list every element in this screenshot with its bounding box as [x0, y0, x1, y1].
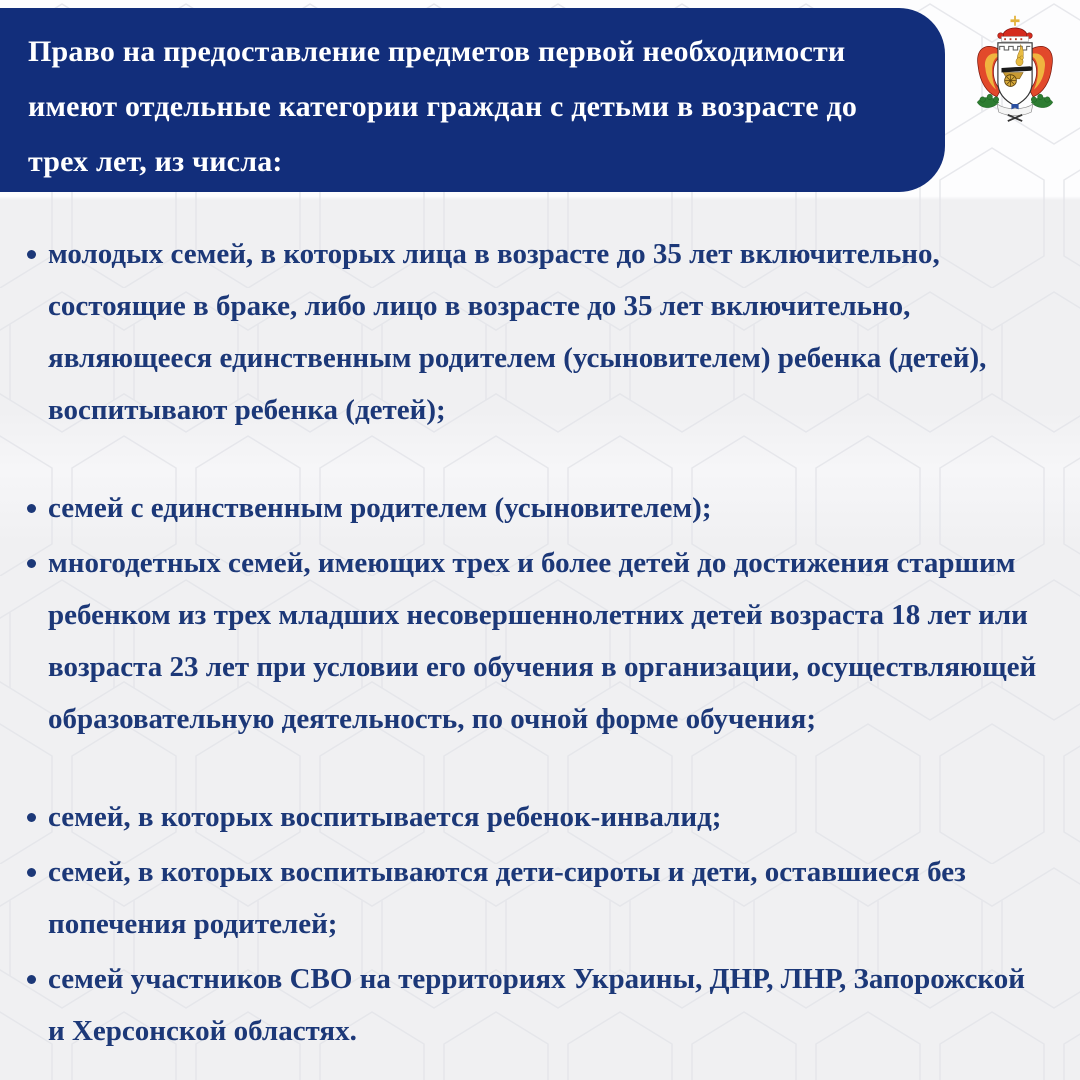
list-item-text: семей, в которых воспитываются дети-сироты и дети, оставшиеся без попечения родителей;: [48, 856, 966, 940]
list-item-text: многодетных семей, имеющих трех и более детей до достижения старшим ребенком из трех младших несовершеннолетних детей возраста 18 лет или возраста 23 лет при условии его обучения в организации, осуществляющей образовательную деятельность, по очной форме обучения;: [48, 547, 1037, 735]
categories-list: [0, 228, 1038, 1057]
list-item-text: молодых семей, в которых лица в возрасте до 35 лет включительно, состоящие в браке, либо лицо в возрасте до 35 лет включительно, являющееся единственным родителем (усыновителем) ребенка (детей), воспитывают ребенка (детей);: [48, 238, 987, 426]
list-item: [0, 846, 1038, 950]
bullet-dot-icon: [27, 868, 36, 877]
list-item: [0, 482, 1038, 534]
header-banner: [0, 8, 945, 192]
page-title: Право на предоставление предметов первой необходимости имеют отдельные категории граждан с детьми в возрасте до трех лет, из числа:: [28, 35, 858, 178]
bullet-dot-icon: [27, 975, 36, 984]
list-item-text: семей, в которых воспитывается ребенок-инвалид;: [48, 801, 722, 833]
content-area: [0, 228, 1080, 1060]
list-item-text: семей с единственным родителем (усыновителем);: [48, 492, 712, 524]
list-item: [0, 791, 1038, 843]
list-item-text: семей участников СВО на территориях Украины, ДНР, ЛНР, Запорожской и Херсонской областях.: [48, 963, 1025, 1047]
bullet-dot-icon: [27, 504, 36, 513]
bullet-dot-icon: [27, 559, 36, 568]
bullet-dot-icon: [27, 813, 36, 822]
list-item: [0, 228, 1038, 436]
list-item: [0, 537, 1038, 745]
smolensk-coat-of-arms-icon: [970, 12, 1060, 124]
list-item: [0, 953, 1038, 1057]
bullet-dot-icon: [27, 250, 36, 259]
